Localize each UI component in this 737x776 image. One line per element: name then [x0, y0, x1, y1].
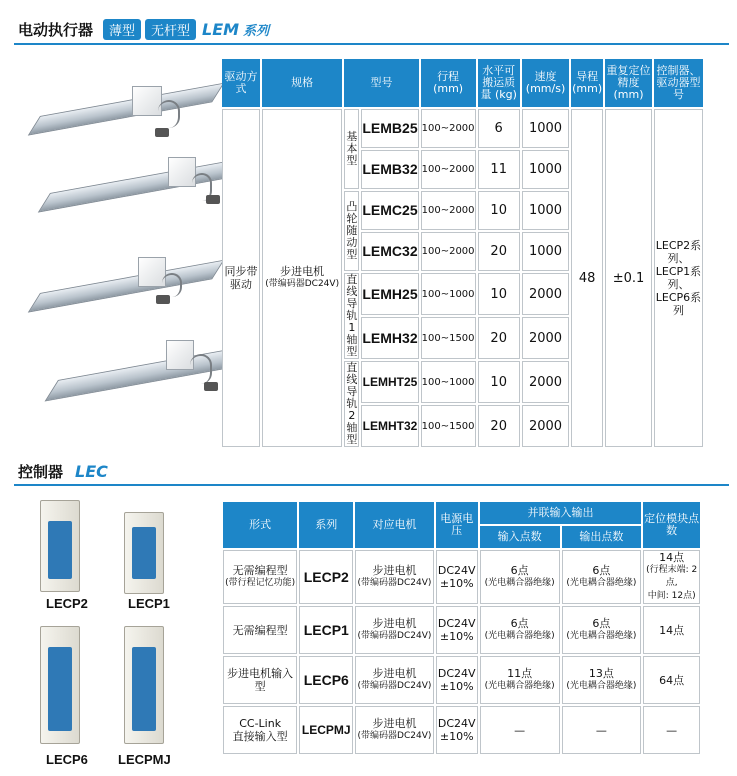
load-cell: 11: [478, 150, 520, 189]
header-controller: 控制器、驱动器型号: [654, 59, 703, 107]
group-label: 直线导轨2轴型: [346, 361, 358, 446]
header-inputs: 输入点数: [480, 526, 560, 548]
actuator-image-lemht: [28, 336, 228, 426]
header-accuracy: 重复定位精度 (mm): [605, 59, 652, 107]
controller-image-lecpmj: [124, 626, 164, 744]
controller-illustrations: [40, 490, 190, 770]
model-cell: LEMH32: [361, 317, 418, 359]
series-cell: LECP1: [299, 606, 353, 654]
load-cell: 20: [478, 317, 520, 359]
table-row: [223, 656, 700, 704]
speed-cell: 2000: [522, 405, 569, 447]
actuator-image-lemh: [10, 253, 210, 333]
outputs-cell: 6点 (光电耦合器绝缘): [562, 606, 642, 654]
model-cell: LEMB25: [361, 109, 418, 148]
controller-image-lecp6: [40, 626, 80, 744]
section-title: 控制器: [18, 462, 64, 481]
inputs-cell: —: [480, 706, 560, 754]
table-row: [223, 706, 700, 754]
stroke-cell: 100~1000: [421, 273, 476, 315]
header-outputs: 输出点数: [562, 526, 642, 548]
form-cell: 无需编程型: [223, 606, 297, 654]
header-lead: 导程 (mm): [571, 59, 603, 107]
header-form: 形式: [223, 502, 297, 548]
controller-label: LECPMJ: [118, 752, 171, 767]
stroke-cell: 100~2000: [421, 109, 476, 148]
stroke-cell: 100~1000: [421, 361, 476, 403]
model-cell: LEMB32: [361, 150, 418, 189]
series-name: LEM: [202, 19, 240, 39]
voltage-cell: DC24V ±10%: [436, 550, 478, 604]
form-cell: 步进电机输入型: [223, 656, 297, 704]
load-cell: 20: [478, 405, 520, 447]
group-label: 凸轮随动型: [344, 191, 359, 271]
positions-cell: —: [643, 706, 700, 754]
tag-thin: 薄型: [103, 19, 141, 40]
load-cell: 10: [478, 273, 520, 315]
header-motor: 对应电机: [355, 502, 434, 548]
controller-spec-table: [221, 500, 702, 756]
load-cell: 10: [478, 361, 520, 403]
positions-cell: 64点: [643, 656, 700, 704]
table-row: [223, 550, 700, 604]
load-cell: 20: [478, 232, 520, 271]
controller-image-lecp2: [40, 500, 80, 592]
series-name: LEC: [75, 461, 108, 481]
controller-label: LECP2: [46, 596, 88, 611]
lead-cell: 48: [571, 109, 603, 447]
series-cell: LECP6: [299, 656, 353, 704]
group-label: 直线导轨1轴型: [346, 273, 358, 358]
header-model: 型号: [344, 59, 418, 107]
drive-cell: 同步带驱动: [222, 109, 260, 447]
form-cell: CC-Link 直接输入型: [223, 706, 297, 754]
header-stroke: 行程 (mm): [421, 59, 476, 107]
controller-label: LECP1: [128, 596, 170, 611]
stroke-cell: 100~1500: [421, 317, 476, 359]
header-spec: 规格: [262, 59, 342, 107]
header-io: 并联输入输出: [480, 502, 642, 524]
section-divider: [14, 43, 729, 45]
stroke-cell: 100~2000: [421, 232, 476, 271]
speed-cell: 2000: [522, 361, 569, 403]
model-cell: LEMH25: [361, 273, 418, 315]
inputs-cell: 6点 (光电耦合器绝缘): [480, 550, 560, 604]
table-row: [223, 606, 700, 654]
spec-sub: (带编码器DC24V): [265, 279, 340, 289]
load-cell: 6: [478, 109, 520, 148]
actuator-spec-table: [220, 57, 705, 449]
model-cell: LEMC25: [361, 191, 418, 230]
header-load: 水平可搬运质量 (kg): [478, 59, 520, 107]
stroke-cell: 100~1500: [421, 405, 476, 447]
motor-cell: 步进电机 (带编码器DC24V): [355, 606, 434, 654]
outputs-cell: 6点 (光电耦合器绝缘): [562, 550, 642, 604]
actuator-image-lemb: [10, 78, 210, 158]
inputs-cell: 6点 (光电耦合器绝缘): [480, 606, 560, 654]
header-speed: 速度 (mm/s): [522, 59, 569, 107]
stroke-cell: 100~2000: [421, 191, 476, 230]
section-header-controller: [18, 459, 108, 483]
speed-cell: 2000: [522, 317, 569, 359]
section-divider: [14, 484, 729, 486]
header-series: 系列: [299, 502, 353, 548]
speed-cell: 1000: [522, 109, 569, 148]
tag-rodless: 无杆型: [145, 19, 196, 40]
series-cell: LECPMJ: [299, 706, 353, 754]
motor-cell: 步进电机 (带编码器DC24V): [355, 550, 434, 604]
speed-cell: 1000: [522, 191, 569, 230]
header-positions: 定位模块点数: [643, 502, 700, 548]
model-cell: LEMHT25: [361, 361, 418, 403]
header-drive: 驱动方式: [222, 59, 260, 107]
section-header-actuator: [18, 17, 269, 41]
actuator-image-lemc: [20, 153, 220, 233]
motor-cell: 步进电机 (带编码器DC24V): [355, 656, 434, 704]
controller-cell: LECP2系列、LECP1系列、LECP6系列: [654, 109, 703, 447]
voltage-cell: DC24V ±10%: [436, 606, 478, 654]
model-cell: LEMC32: [361, 232, 418, 271]
header-voltage: 电源电压: [436, 502, 478, 548]
spec-cell: [262, 109, 342, 447]
positions-cell: 14点: [643, 606, 700, 654]
load-cell: 10: [478, 191, 520, 230]
group-label: 基本型: [344, 109, 359, 189]
series-suffix: 系列: [243, 23, 270, 39]
inputs-cell: 11点 (光电耦合器绝缘): [480, 656, 560, 704]
controller-image-lecp1: [124, 512, 164, 594]
speed-cell: 1000: [522, 232, 569, 271]
speed-cell: 2000: [522, 273, 569, 315]
stroke-cell: 100~2000: [421, 150, 476, 189]
actuator-illustrations: [0, 78, 224, 438]
speed-cell: 1000: [522, 150, 569, 189]
voltage-cell: DC24V ±10%: [436, 656, 478, 704]
controller-label: LECP6: [46, 752, 88, 767]
section-title: 电动执行器: [18, 20, 94, 39]
accuracy-cell: ±0.1: [605, 109, 652, 447]
spec-main: 步进电机: [280, 265, 325, 278]
voltage-cell: DC24V ±10%: [436, 706, 478, 754]
motor-cell: 步进电机 (带编码器DC24V): [355, 706, 434, 754]
series-cell: LECP2: [299, 550, 353, 604]
outputs-cell: 13点 (光电耦合器绝缘): [562, 656, 642, 704]
outputs-cell: —: [562, 706, 642, 754]
form-cell: 无需编程型 (带行程记忆功能): [223, 550, 297, 604]
model-cell: LEMHT32: [361, 405, 418, 447]
positions-cell: 14点 (行程末端: 2点, 中间: 12点): [643, 550, 700, 604]
